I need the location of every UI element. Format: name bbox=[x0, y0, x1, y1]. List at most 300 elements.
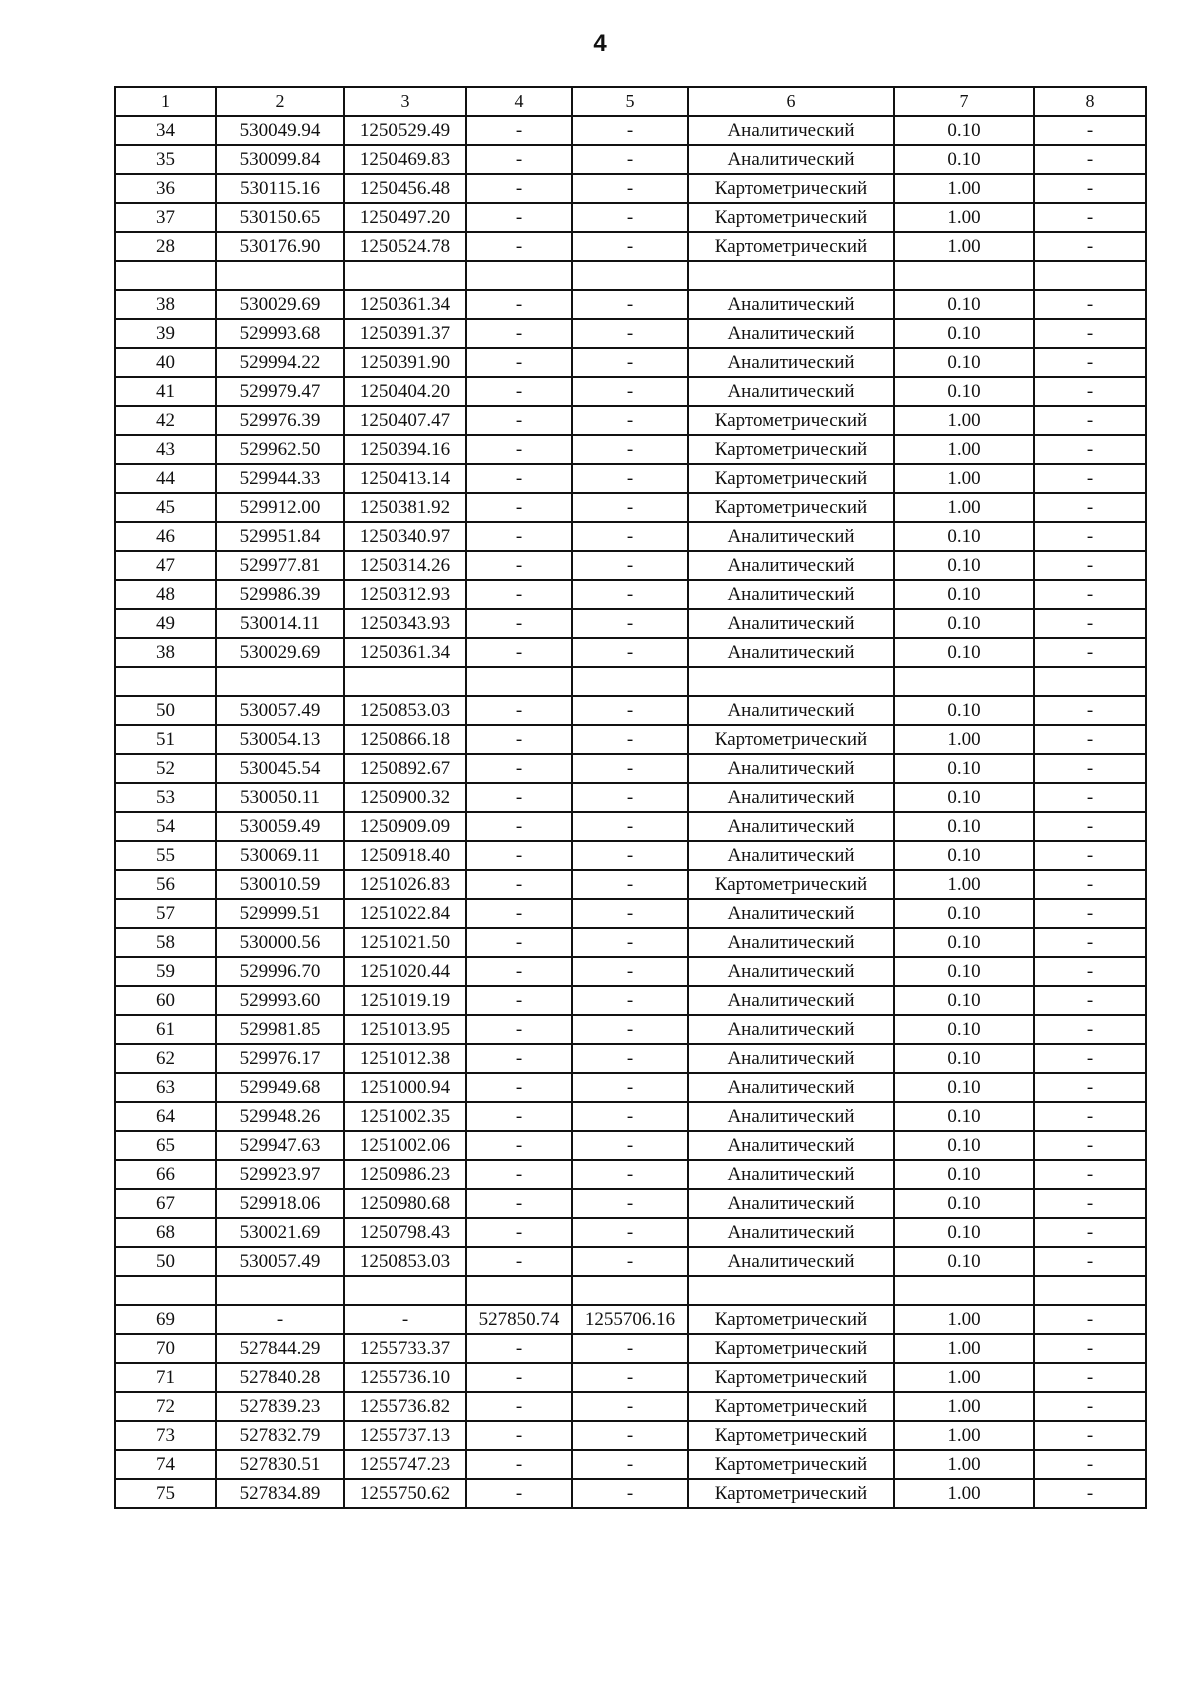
x-coordinate-cell bbox=[216, 1276, 344, 1305]
table-row bbox=[115, 348, 1146, 377]
method-cell: Аналитический bbox=[688, 638, 894, 667]
method-cell: Аналитический bbox=[688, 1015, 894, 1044]
col5-cell: - bbox=[572, 1334, 688, 1363]
x-coordinate-cell: 530029.69 bbox=[216, 638, 344, 667]
col8-cell: - bbox=[1034, 754, 1146, 783]
point-number-cell: 72 bbox=[115, 1392, 216, 1421]
method-cell: Аналитический bbox=[688, 290, 894, 319]
table-row bbox=[115, 1218, 1146, 1247]
col5-cell: - bbox=[572, 1044, 688, 1073]
y-coordinate-cell: 1251020.44 bbox=[344, 957, 466, 986]
y-coordinate-cell: 1251012.38 bbox=[344, 1044, 466, 1073]
x-coordinate-cell: 530021.69 bbox=[216, 1218, 344, 1247]
method-cell: Картометрический bbox=[688, 725, 894, 754]
col4-cell: - bbox=[466, 638, 572, 667]
col5-cell: - bbox=[572, 1421, 688, 1450]
table-row bbox=[115, 116, 1146, 145]
accuracy-cell: 1.00 bbox=[894, 203, 1034, 232]
method-cell: Аналитический bbox=[688, 1247, 894, 1276]
col8-cell: - bbox=[1034, 522, 1146, 551]
table-row bbox=[115, 1131, 1146, 1160]
method-cell: Картометрический bbox=[688, 1334, 894, 1363]
x-coordinate-cell: 527830.51 bbox=[216, 1450, 344, 1479]
point-number-cell: 52 bbox=[115, 754, 216, 783]
table-row bbox=[115, 1044, 1146, 1073]
accuracy-cell: 0.10 bbox=[894, 1247, 1034, 1276]
point-number-cell: 71 bbox=[115, 1363, 216, 1392]
table-row bbox=[115, 1363, 1146, 1392]
col5-cell: - bbox=[572, 638, 688, 667]
col8-cell: - bbox=[1034, 406, 1146, 435]
x-coordinate-cell: 530050.11 bbox=[216, 783, 344, 812]
y-coordinate-cell: 1250853.03 bbox=[344, 696, 466, 725]
y-coordinate-cell: 1250524.78 bbox=[344, 232, 466, 261]
accuracy-cell: 1.00 bbox=[894, 1479, 1034, 1508]
x-coordinate-cell: 529951.84 bbox=[216, 522, 344, 551]
point-number-cell: 70 bbox=[115, 1334, 216, 1363]
x-coordinate-cell: 527832.79 bbox=[216, 1421, 344, 1450]
method-cell: Аналитический bbox=[688, 1218, 894, 1247]
y-coordinate-cell: 1250361.34 bbox=[344, 638, 466, 667]
col4-cell: - bbox=[466, 1015, 572, 1044]
point-number-cell: 68 bbox=[115, 1218, 216, 1247]
col4-cell: - bbox=[466, 1073, 572, 1102]
accuracy-cell: 0.10 bbox=[894, 841, 1034, 870]
table-row bbox=[115, 551, 1146, 580]
col4-cell: - bbox=[466, 754, 572, 783]
point-number-cell: 59 bbox=[115, 957, 216, 986]
accuracy-cell bbox=[894, 667, 1034, 696]
table-row bbox=[115, 638, 1146, 667]
x-coordinate-cell: 530057.49 bbox=[216, 696, 344, 725]
method-cell: Аналитический bbox=[688, 348, 894, 377]
point-number-cell: 40 bbox=[115, 348, 216, 377]
col5-cell: - bbox=[572, 290, 688, 319]
accuracy-cell: 1.00 bbox=[894, 493, 1034, 522]
column-header-1: 1 bbox=[115, 87, 216, 116]
point-number-cell: 53 bbox=[115, 783, 216, 812]
col5-cell: - bbox=[572, 1392, 688, 1421]
method-cell: Аналитический bbox=[688, 1073, 894, 1102]
point-number-cell: 74 bbox=[115, 1450, 216, 1479]
col5-cell: - bbox=[572, 493, 688, 522]
table-row bbox=[115, 580, 1146, 609]
accuracy-cell: 1.00 bbox=[894, 1450, 1034, 1479]
accuracy-cell: 0.10 bbox=[894, 812, 1034, 841]
y-coordinate-cell: 1250456.48 bbox=[344, 174, 466, 203]
accuracy-cell: 0.10 bbox=[894, 348, 1034, 377]
col5-cell: - bbox=[572, 1015, 688, 1044]
y-coordinate-cell: 1255750.62 bbox=[344, 1479, 466, 1508]
col4-cell: - bbox=[466, 551, 572, 580]
page-number: 4 bbox=[593, 30, 607, 57]
x-coordinate-cell: 529994.22 bbox=[216, 348, 344, 377]
col5-cell: - bbox=[572, 232, 688, 261]
col5-cell: - bbox=[572, 725, 688, 754]
col8-cell: - bbox=[1034, 435, 1146, 464]
table-row bbox=[115, 1247, 1146, 1276]
col4-cell: - bbox=[466, 1392, 572, 1421]
method-cell: Аналитический bbox=[688, 841, 894, 870]
x-coordinate-cell: 530176.90 bbox=[216, 232, 344, 261]
y-coordinate-cell: 1255736.82 bbox=[344, 1392, 466, 1421]
accuracy-cell: 0.10 bbox=[894, 986, 1034, 1015]
col8-cell: - bbox=[1034, 1363, 1146, 1392]
accuracy-cell: 0.10 bbox=[894, 1015, 1034, 1044]
table-row bbox=[115, 377, 1146, 406]
y-coordinate-cell: 1250381.92 bbox=[344, 493, 466, 522]
col4-cell: - bbox=[466, 1102, 572, 1131]
point-number-cell bbox=[115, 261, 216, 290]
accuracy-cell: 0.10 bbox=[894, 1044, 1034, 1073]
accuracy-cell: 1.00 bbox=[894, 1334, 1034, 1363]
col5-cell: - bbox=[572, 1247, 688, 1276]
table-row bbox=[115, 1450, 1146, 1479]
col4-cell: - bbox=[466, 1334, 572, 1363]
method-cell: Картометрический bbox=[688, 1479, 894, 1508]
table-row bbox=[115, 725, 1146, 754]
point-number-cell: 63 bbox=[115, 1073, 216, 1102]
point-number-cell: 61 bbox=[115, 1015, 216, 1044]
col8-cell: - bbox=[1034, 348, 1146, 377]
col5-cell: - bbox=[572, 957, 688, 986]
accuracy-cell: 0.10 bbox=[894, 145, 1034, 174]
x-coordinate-cell: 529986.39 bbox=[216, 580, 344, 609]
point-number-cell: 64 bbox=[115, 1102, 216, 1131]
col8-cell: - bbox=[1034, 986, 1146, 1015]
method-cell: Картометрический bbox=[688, 1363, 894, 1392]
table-row bbox=[115, 435, 1146, 464]
point-number-cell: 58 bbox=[115, 928, 216, 957]
point-number-cell: 48 bbox=[115, 580, 216, 609]
col8-cell: - bbox=[1034, 783, 1146, 812]
x-coordinate-cell: 530049.94 bbox=[216, 116, 344, 145]
point-number-cell bbox=[115, 667, 216, 696]
point-number-cell: 39 bbox=[115, 319, 216, 348]
col4-cell: - bbox=[466, 725, 572, 754]
point-number-cell: 45 bbox=[115, 493, 216, 522]
col8-cell: - bbox=[1034, 1044, 1146, 1073]
table-row bbox=[115, 319, 1146, 348]
col8-cell: - bbox=[1034, 1102, 1146, 1131]
col5-cell: - bbox=[572, 203, 688, 232]
col8-cell: - bbox=[1034, 899, 1146, 928]
accuracy-cell: 0.10 bbox=[894, 638, 1034, 667]
col8-cell: - bbox=[1034, 493, 1146, 522]
col4-cell: - bbox=[466, 696, 572, 725]
table-row bbox=[115, 1421, 1146, 1450]
col8-cell: - bbox=[1034, 116, 1146, 145]
y-coordinate-cell: 1250469.83 bbox=[344, 145, 466, 174]
accuracy-cell: 0.10 bbox=[894, 1160, 1034, 1189]
method-cell bbox=[688, 1276, 894, 1305]
point-number-cell: 43 bbox=[115, 435, 216, 464]
table-row bbox=[115, 174, 1146, 203]
x-coordinate-cell: 530059.49 bbox=[216, 812, 344, 841]
col4-cell: - bbox=[466, 493, 572, 522]
y-coordinate-cell: 1250361.34 bbox=[344, 290, 466, 319]
method-cell: Аналитический bbox=[688, 1160, 894, 1189]
x-coordinate-cell: 530099.84 bbox=[216, 145, 344, 174]
accuracy-cell: 0.10 bbox=[894, 319, 1034, 348]
table-row bbox=[115, 522, 1146, 551]
x-coordinate-cell: 530150.65 bbox=[216, 203, 344, 232]
col8-cell: - bbox=[1034, 1131, 1146, 1160]
y-coordinate-cell: 1250312.93 bbox=[344, 580, 466, 609]
x-coordinate-cell: 529947.63 bbox=[216, 1131, 344, 1160]
col4-cell: - bbox=[466, 145, 572, 174]
point-number-cell: 55 bbox=[115, 841, 216, 870]
col4-cell: - bbox=[466, 435, 572, 464]
y-coordinate-cell: 1250497.20 bbox=[344, 203, 466, 232]
column-header-2: 2 bbox=[216, 87, 344, 116]
x-coordinate-cell: 529976.39 bbox=[216, 406, 344, 435]
accuracy-cell: 0.10 bbox=[894, 609, 1034, 638]
col5-cell: - bbox=[572, 580, 688, 609]
col5-cell: - bbox=[572, 986, 688, 1015]
x-coordinate-cell: 527844.29 bbox=[216, 1334, 344, 1363]
point-number-cell: 35 bbox=[115, 145, 216, 174]
col5-cell: - bbox=[572, 1450, 688, 1479]
table-row bbox=[115, 1160, 1146, 1189]
col5-cell bbox=[572, 667, 688, 696]
method-cell: Картометрический bbox=[688, 203, 894, 232]
col8-cell: - bbox=[1034, 928, 1146, 957]
table-row bbox=[115, 696, 1146, 725]
y-coordinate-cell: 1250529.49 bbox=[344, 116, 466, 145]
col4-cell: - bbox=[466, 609, 572, 638]
accuracy-cell: 1.00 bbox=[894, 464, 1034, 493]
point-number-cell: 34 bbox=[115, 116, 216, 145]
separator-row bbox=[115, 261, 1146, 290]
table-row bbox=[115, 957, 1146, 986]
table-row bbox=[115, 812, 1146, 841]
column-number-row bbox=[115, 87, 1146, 116]
col5-cell: - bbox=[572, 1131, 688, 1160]
accuracy-cell: 1.00 bbox=[894, 1392, 1034, 1421]
y-coordinate-cell: 1250866.18 bbox=[344, 725, 466, 754]
col8-cell: - bbox=[1034, 1015, 1146, 1044]
x-coordinate-cell: 530069.11 bbox=[216, 841, 344, 870]
x-coordinate-cell bbox=[216, 261, 344, 290]
method-cell: Аналитический bbox=[688, 1189, 894, 1218]
accuracy-cell: 0.10 bbox=[894, 957, 1034, 986]
table-body bbox=[115, 87, 1146, 1508]
x-coordinate-cell: 529944.33 bbox=[216, 464, 344, 493]
table-row bbox=[115, 406, 1146, 435]
table-row bbox=[115, 1189, 1146, 1218]
col8-cell: - bbox=[1034, 1392, 1146, 1421]
col4-cell: - bbox=[466, 1479, 572, 1508]
col5-cell: - bbox=[572, 841, 688, 870]
method-cell: Аналитический bbox=[688, 522, 894, 551]
x-coordinate-cell: 529996.70 bbox=[216, 957, 344, 986]
y-coordinate-cell: 1250340.97 bbox=[344, 522, 466, 551]
point-number-cell: 54 bbox=[115, 812, 216, 841]
y-coordinate-cell: 1251026.83 bbox=[344, 870, 466, 899]
y-coordinate-cell: 1250391.90 bbox=[344, 348, 466, 377]
col8-cell: - bbox=[1034, 1160, 1146, 1189]
y-coordinate-cell: 1251022.84 bbox=[344, 899, 466, 928]
accuracy-cell: 0.10 bbox=[894, 551, 1034, 580]
y-coordinate-cell: 1255736.10 bbox=[344, 1363, 466, 1392]
x-coordinate-cell: 530045.54 bbox=[216, 754, 344, 783]
col5-cell: - bbox=[572, 1160, 688, 1189]
col8-cell: - bbox=[1034, 1247, 1146, 1276]
col5-cell: - bbox=[572, 522, 688, 551]
separator-row bbox=[115, 1276, 1146, 1305]
y-coordinate-cell: 1250980.68 bbox=[344, 1189, 466, 1218]
accuracy-cell: 0.10 bbox=[894, 377, 1034, 406]
x-coordinate-cell: 530057.49 bbox=[216, 1247, 344, 1276]
col4-cell: - bbox=[466, 290, 572, 319]
col4-cell: - bbox=[466, 319, 572, 348]
col4-cell: - bbox=[466, 899, 572, 928]
x-coordinate-cell: 529979.47 bbox=[216, 377, 344, 406]
accuracy-cell: 1.00 bbox=[894, 406, 1034, 435]
col4-cell: - bbox=[466, 1160, 572, 1189]
col4-cell: - bbox=[466, 1421, 572, 1450]
accuracy-cell: 1.00 bbox=[894, 435, 1034, 464]
col4-cell: - bbox=[466, 841, 572, 870]
col8-cell: - bbox=[1034, 1450, 1146, 1479]
method-cell: Аналитический bbox=[688, 609, 894, 638]
col5-cell: - bbox=[572, 754, 688, 783]
col8-cell bbox=[1034, 261, 1146, 290]
y-coordinate-cell: 1250391.37 bbox=[344, 319, 466, 348]
method-cell bbox=[688, 667, 894, 696]
col4-cell: - bbox=[466, 1363, 572, 1392]
col5-cell: - bbox=[572, 1479, 688, 1508]
col5-cell bbox=[572, 1276, 688, 1305]
y-coordinate-cell bbox=[344, 667, 466, 696]
col4-cell: - bbox=[466, 928, 572, 957]
col8-cell: - bbox=[1034, 232, 1146, 261]
method-cell: Картометрический bbox=[688, 232, 894, 261]
accuracy-cell: 0.10 bbox=[894, 116, 1034, 145]
col4-cell: - bbox=[466, 957, 572, 986]
col4-cell: - bbox=[466, 1189, 572, 1218]
col5-cell: - bbox=[572, 174, 688, 203]
x-coordinate-cell: 527834.89 bbox=[216, 1479, 344, 1508]
col5-cell: - bbox=[572, 1189, 688, 1218]
col8-cell: - bbox=[1034, 1073, 1146, 1102]
col4-cell: - bbox=[466, 116, 572, 145]
col8-cell: - bbox=[1034, 145, 1146, 174]
x-coordinate-cell: 529918.06 bbox=[216, 1189, 344, 1218]
method-cell: Аналитический bbox=[688, 551, 894, 580]
x-coordinate-cell: 530000.56 bbox=[216, 928, 344, 957]
point-number-cell: 67 bbox=[115, 1189, 216, 1218]
y-coordinate-cell: 1251013.95 bbox=[344, 1015, 466, 1044]
col8-cell: - bbox=[1034, 870, 1146, 899]
point-number-cell: 62 bbox=[115, 1044, 216, 1073]
table-row bbox=[115, 493, 1146, 522]
y-coordinate-cell: 1255733.37 bbox=[344, 1334, 466, 1363]
col4-cell: - bbox=[466, 986, 572, 1015]
column-header-4: 4 bbox=[466, 87, 572, 116]
y-coordinate-cell: 1250909.09 bbox=[344, 812, 466, 841]
y-coordinate-cell: 1250314.26 bbox=[344, 551, 466, 580]
col5-cell: - bbox=[572, 348, 688, 377]
point-number-cell: 38 bbox=[115, 638, 216, 667]
point-number-cell: 36 bbox=[115, 174, 216, 203]
point-number-cell: 46 bbox=[115, 522, 216, 551]
coordinates-table bbox=[114, 86, 1147, 1509]
x-coordinate-cell: 529977.81 bbox=[216, 551, 344, 580]
y-coordinate-cell: 1251000.94 bbox=[344, 1073, 466, 1102]
point-number-cell bbox=[115, 1276, 216, 1305]
point-number-cell: 42 bbox=[115, 406, 216, 435]
accuracy-cell: 0.10 bbox=[894, 290, 1034, 319]
x-coordinate-cell: 530014.11 bbox=[216, 609, 344, 638]
y-coordinate-cell bbox=[344, 261, 466, 290]
table-row bbox=[115, 290, 1146, 319]
accuracy-cell: 0.10 bbox=[894, 696, 1034, 725]
accuracy-cell: 0.10 bbox=[894, 522, 1034, 551]
col5-cell: - bbox=[572, 783, 688, 812]
x-coordinate-cell: 529923.97 bbox=[216, 1160, 344, 1189]
method-cell: Аналитический bbox=[688, 783, 894, 812]
col8-cell: - bbox=[1034, 841, 1146, 870]
method-cell: Картометрический bbox=[688, 1450, 894, 1479]
method-cell: Аналитический bbox=[688, 1044, 894, 1073]
accuracy-cell: 0.10 bbox=[894, 928, 1034, 957]
col4-cell: - bbox=[466, 580, 572, 609]
table-row bbox=[115, 783, 1146, 812]
col8-cell: - bbox=[1034, 580, 1146, 609]
accuracy-cell: 0.10 bbox=[894, 1218, 1034, 1247]
col5-cell: - bbox=[572, 609, 688, 638]
col4-cell: - bbox=[466, 203, 572, 232]
col5-cell: 1255706.16 bbox=[572, 1305, 688, 1334]
col8-cell: - bbox=[1034, 1305, 1146, 1334]
point-number-cell: 50 bbox=[115, 696, 216, 725]
table-row bbox=[115, 1479, 1146, 1508]
point-number-cell: 75 bbox=[115, 1479, 216, 1508]
col8-cell: - bbox=[1034, 696, 1146, 725]
accuracy-cell: 0.10 bbox=[894, 1073, 1034, 1102]
col5-cell: - bbox=[572, 1102, 688, 1131]
col8-cell: - bbox=[1034, 1189, 1146, 1218]
col5-cell: - bbox=[572, 1073, 688, 1102]
accuracy-cell: 0.10 bbox=[894, 1131, 1034, 1160]
method-cell: Аналитический bbox=[688, 957, 894, 986]
col4-cell: - bbox=[466, 1247, 572, 1276]
x-coordinate-cell: 529962.50 bbox=[216, 435, 344, 464]
col4-cell: - bbox=[466, 1044, 572, 1073]
col5-cell: - bbox=[572, 1218, 688, 1247]
accuracy-cell: 1.00 bbox=[894, 870, 1034, 899]
col8-cell: - bbox=[1034, 609, 1146, 638]
col8-cell: - bbox=[1034, 725, 1146, 754]
table-row bbox=[115, 870, 1146, 899]
accuracy-cell bbox=[894, 1276, 1034, 1305]
table-row bbox=[115, 899, 1146, 928]
x-coordinate-cell: 530029.69 bbox=[216, 290, 344, 319]
method-cell: Картометрический bbox=[688, 870, 894, 899]
point-number-cell: 57 bbox=[115, 899, 216, 928]
table-row bbox=[115, 754, 1146, 783]
point-number-cell: 37 bbox=[115, 203, 216, 232]
col5-cell: - bbox=[572, 1363, 688, 1392]
col4-cell: 527850.74 bbox=[466, 1305, 572, 1334]
col8-cell: - bbox=[1034, 1421, 1146, 1450]
accuracy-cell: 1.00 bbox=[894, 232, 1034, 261]
col5-cell: - bbox=[572, 377, 688, 406]
table-row bbox=[115, 986, 1146, 1015]
y-coordinate-cell: 1250394.16 bbox=[344, 435, 466, 464]
